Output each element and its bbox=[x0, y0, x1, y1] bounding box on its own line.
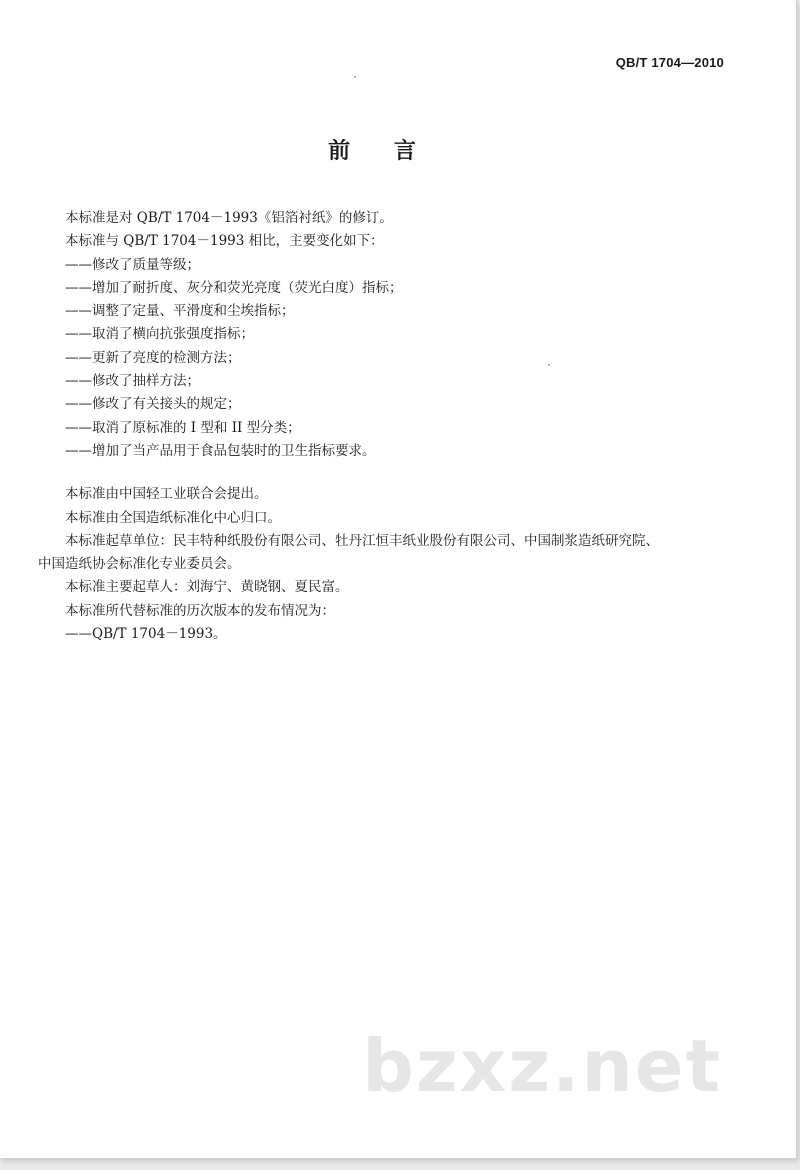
change-item: ——取消了原标准的 I 型和 II 型分类； bbox=[65, 419, 301, 436]
paragraph-gap bbox=[38, 463, 738, 483]
change-item: ——修改了有关接头的规定； bbox=[65, 396, 241, 413]
watermark: bzxz.net bbox=[362, 1024, 722, 1108]
change-item: ——增加了耐折度、灰分和荧光亮度（荧光白度）指标； bbox=[65, 279, 403, 296]
change-item: ——修改了抽样方法； bbox=[65, 373, 200, 390]
paragraph: 本标准所代替标准的历次版本的发布情况为： bbox=[65, 602, 335, 619]
change-item: ——取消了横向抗张强度指标； bbox=[65, 326, 254, 343]
paragraph: 本标准由全国造纸标准化中心归口。 bbox=[65, 509, 281, 526]
paragraph: 本标准由中国轻工业联合会提出。 bbox=[65, 486, 268, 503]
change-item: ——更新了亮度的检测方法； bbox=[65, 349, 241, 366]
document-body bbox=[38, 207, 738, 646]
paragraph: 本标准与 QB/T 1704－1993 相比，主要变化如下： bbox=[65, 233, 384, 250]
page-title: 前 言 bbox=[328, 139, 434, 164]
scan-speck bbox=[354, 76, 356, 78]
paragraph: 本标准是对 QB/T 1704－1993《铝箔衬纸》的修订。 bbox=[65, 210, 393, 226]
paragraph: 本标准主要起草人：刘海宁、黄晓钢、夏民富。 bbox=[65, 579, 349, 596]
change-item: ——修改了质量等级； bbox=[65, 256, 200, 273]
change-item: ——增加了当产品用于食品包装时的卫生指标要求。 bbox=[65, 442, 376, 459]
paragraph-continuation: 中国造纸协会标准化专业委员会。 bbox=[38, 556, 241, 573]
standard-code: QB/T 1704—2010 bbox=[615, 55, 724, 70]
paragraph: 本标准起草单位：民丰特种纸股份有限公司、牡丹江恒丰纸业股份有限公司、中国制浆造纸研究院、 bbox=[65, 532, 659, 549]
change-item: ——调整了定量、平滑度和尘埃指标； bbox=[65, 303, 295, 320]
change-item: ——QB/T 1704－1993。 bbox=[65, 626, 227, 643]
